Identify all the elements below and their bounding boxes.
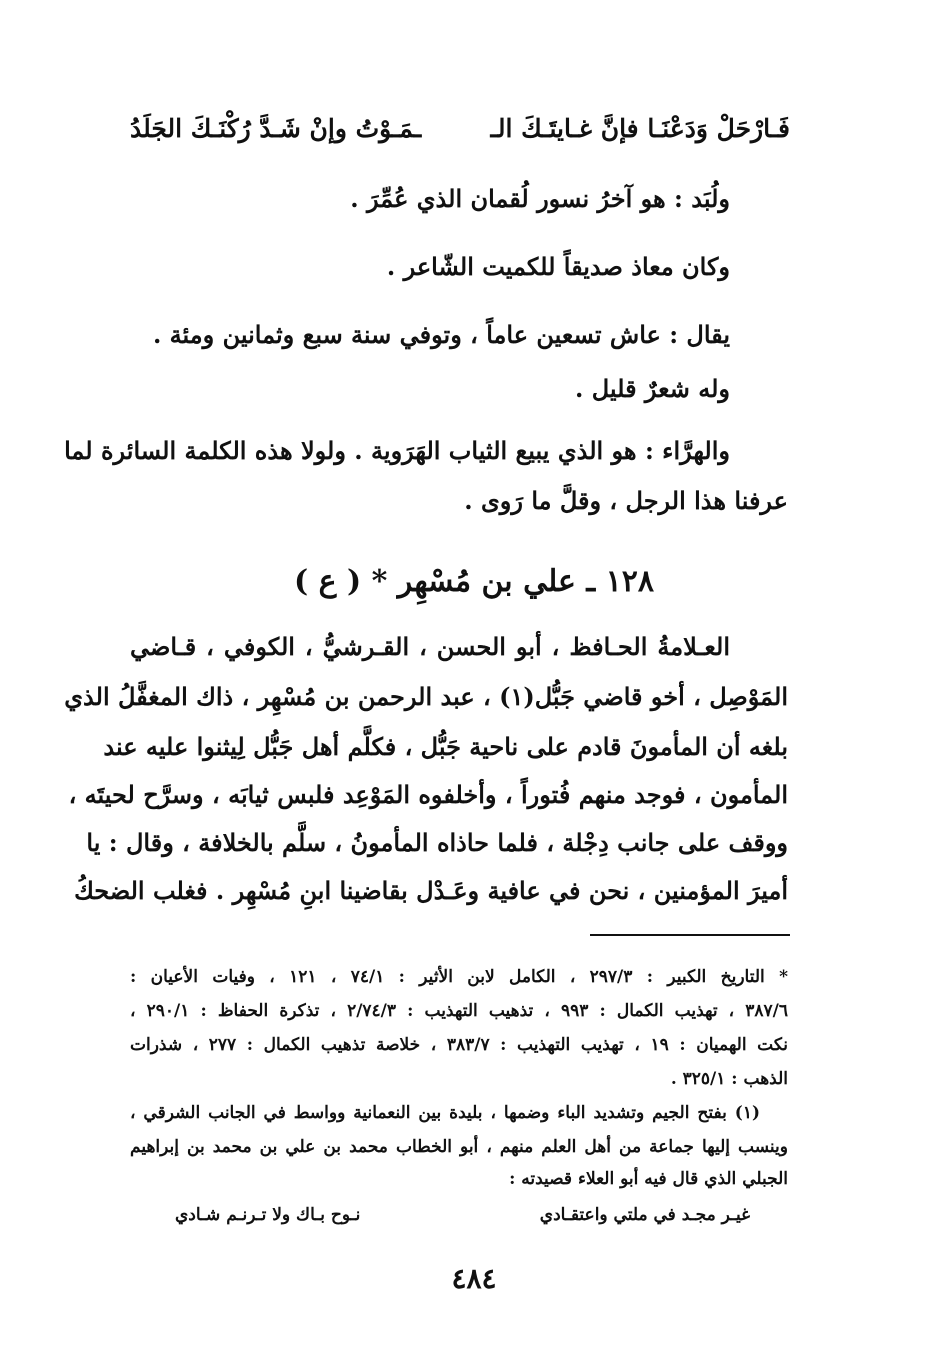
footnote-verse-left: نـوح بـاك ولا تـرنـم شـادي — [175, 1205, 361, 1225]
footnote-line: وينسب إليها جماعة من أهل العلم منهم ، أبو الخطاب محمد بن علي بن محمد بن إبراهيم — [130, 1137, 788, 1157]
footnote-verse-right: غيـر مجـد في ملتي واعتقـادي — [539, 1205, 750, 1225]
verse-hemistich-right: فَـارْحَلْ وَدَعْنَـا فإنَّ غـايتَـكَ الـ — [490, 114, 790, 143]
body-line: ولُبَد : هو آخرُ نسور لُقمان الذي عُمِّرَ . — [350, 184, 730, 213]
footnote-line: الجبلي الذي قال فيه أبو العلاء قصيدته : — [509, 1169, 788, 1189]
footnote-line: نكت الهميان : ١٩ ، تهذيب التهذيب : ٣٨٣/٧ ، خلاصة تذهيب الكمال : ٢٧٧ ، شذرات — [130, 1035, 788, 1055]
entry-line: بلغه أن المأمونَ قادم على ناحية جَبُّل ، فكلَّم أهل جَبُّل لِيثنوا عليه عند — [103, 732, 788, 761]
entry-line: ووقف على جانب دِجْلة ، فلما حاذاه المأمونُ ، سلَّم بالخلافة ، وقال : يا — [86, 828, 788, 857]
body-line: عرفنا هذا الرجل ، وقلَّ ما رَوى . — [464, 486, 788, 515]
footnote-line: * التاريخ الكبير : ٢٩٧/٣ ، الكامل لابن الأثير : ٧٤/١ ، ١٢١ ، وفيات الأعيان : — [130, 967, 788, 987]
entry-line: العـلامةُ الحـافظ ، أبو الحسن ، القـرشيُّ ، الكوفي ، قـاضي — [130, 632, 730, 661]
entry-line: المَوْصِل ، أخو قاضي جَبُّل(١) ، عبد الرحمن بن مُسْهِر ، ذاك المغفَّلُ الذي — [64, 682, 788, 711]
body-line: وكان معاذ صديقاً للكميت الشّاعر . — [386, 252, 730, 281]
footnote-line: ٣٨٧/٦ ، تهذيب الكمال : ٩٩٣ ، تذهيب التهذيب : ٢/٧٤/٣ ، تذكرة الحفاظ : ٢٩٠/١ ، — [130, 1001, 788, 1021]
body-line: والهرَّاء : هو الذي يبيع الثياب الهَرَوية . ولولا هذه الكلمة السائرة لما — [64, 436, 730, 465]
page-number: ٤٨٤ — [451, 1262, 497, 1295]
body-line: يقال : عاش تسعين عاماً ، وتوفي سنة سبع وثمانين ومئة . — [152, 320, 730, 349]
entry-title: ١٢٨ ـ علي بن مُسْهِر * ( ع ) — [294, 564, 654, 599]
footnote-line: الذهب : ٣٢٥/١ . — [670, 1069, 788, 1089]
entry-line: أميرَ المؤمنين ، نحن في عافية وعَـدْل بقاضينا ابنِ مُسْهِر . فغلب الضحكُ — [74, 876, 788, 905]
entry-line: المأمون ، فوجد منهم فُتوراً ، وأخلفوه المَوْعِد فلبس ثيابَه ، وسرَّح لحيتَه ، — [68, 780, 788, 809]
verse-hemistich-left: ـمَـوْتُ وإنْ شَـدَّ رُكْنَـكَ الجَلَدُ — [130, 114, 422, 143]
footnote-divider — [590, 934, 790, 936]
body-line: وله شعرٌ قليل . — [575, 374, 730, 403]
footnote-line: (١) بفتح الجيم وتشديد الباء وضمها ، بليدة بين النعمانية وواسط في الجانب الشرقي ، — [130, 1103, 760, 1123]
